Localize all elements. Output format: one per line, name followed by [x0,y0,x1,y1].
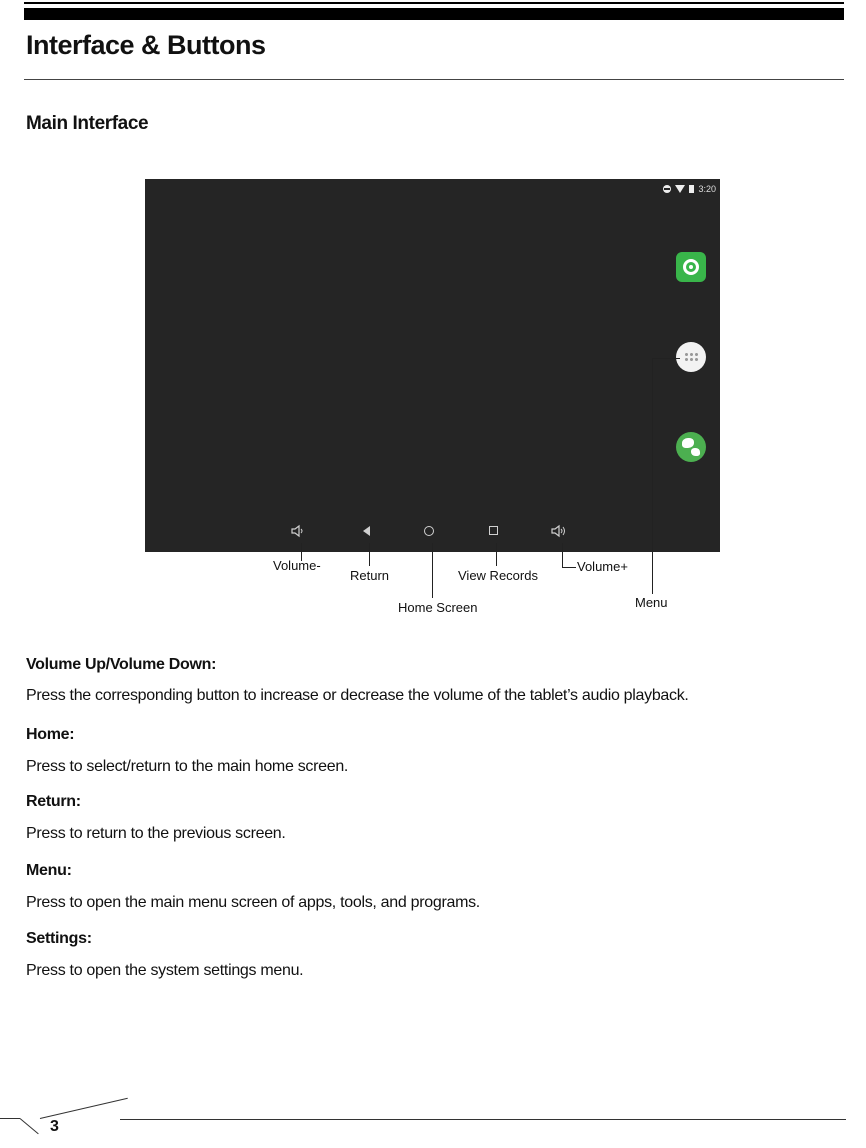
status-clock: 3:20 [698,184,716,194]
description-return [26,793,846,843]
callout-line-menu-h [652,358,680,359]
speaker-low-icon [290,524,306,538]
footer-rule [120,1119,846,1120]
back-button[interactable] [358,524,374,538]
recents-square-icon [489,526,498,535]
recents-button[interactable] [485,524,501,538]
speaker-high-icon [550,524,568,538]
header-bar [24,8,844,20]
home-button[interactable] [421,524,437,538]
battery-icon [689,185,694,193]
description-text: Press to select/return to the main home screen. [26,758,349,775]
callout-line-return [369,543,370,566]
back-triangle-icon [363,526,370,536]
section-title: Interface & Buttons [26,30,266,60]
description-settings [26,930,846,980]
browser-globe-icon[interactable] [676,432,706,462]
settings-app-icon[interactable] [676,252,706,282]
footer-rule-left [0,1118,20,1119]
volume-up-button[interactable] [550,524,566,538]
description-heading: Home: [26,726,75,743]
header-thin-rule [24,2,844,4]
callout-line-volume-up-h [562,567,576,568]
description-text: Press to open the main menu screen of apps, tools, and programs. [26,894,480,911]
volume-down-button[interactable] [290,524,306,538]
description-heading: Volume Up/Volume Down: [26,656,217,673]
volume-down-label: Volume- [273,558,321,573]
wifi-icon [675,185,685,193]
footer-rule-slant [40,1098,128,1119]
status-bar [663,183,716,195]
menu-app-drawer-icon[interactable] [676,342,706,372]
do-not-disturb-icon [663,185,671,193]
footer-rule-notch [20,1118,39,1134]
main-interface-heading: Main Interface [26,113,149,134]
page-number: 3 [50,1118,59,1135]
description-home [26,726,846,776]
description-volume [26,656,846,705]
description-heading: Settings: [26,930,92,947]
title-divider [24,79,844,80]
home-screen-label: Home Screen [398,600,478,615]
tablet-screen [145,179,720,552]
volume-up-label: Volume+ [577,559,628,574]
app-drawer-dots-icon [684,352,698,362]
home-circle-icon [424,526,434,536]
callout-line-view-records [496,543,497,566]
callout-line-volume-up-v [562,543,563,567]
description-text: Press to return to the previous screen. [26,825,286,842]
callout-line-home [432,543,433,598]
callout-line-menu-v [652,358,653,594]
description-text: Press the corresponding button to increase or decrease the volume of the tablet’s audio playback. [26,687,689,704]
description-heading: Return: [26,793,81,810]
description-text: Press to open the system settings menu. [26,962,304,979]
description-heading: Menu: [26,862,72,879]
description-menu [26,862,846,912]
view-records-label: View Records [458,568,538,583]
menu-label: Menu [635,595,668,610]
return-label: Return [350,568,390,583]
